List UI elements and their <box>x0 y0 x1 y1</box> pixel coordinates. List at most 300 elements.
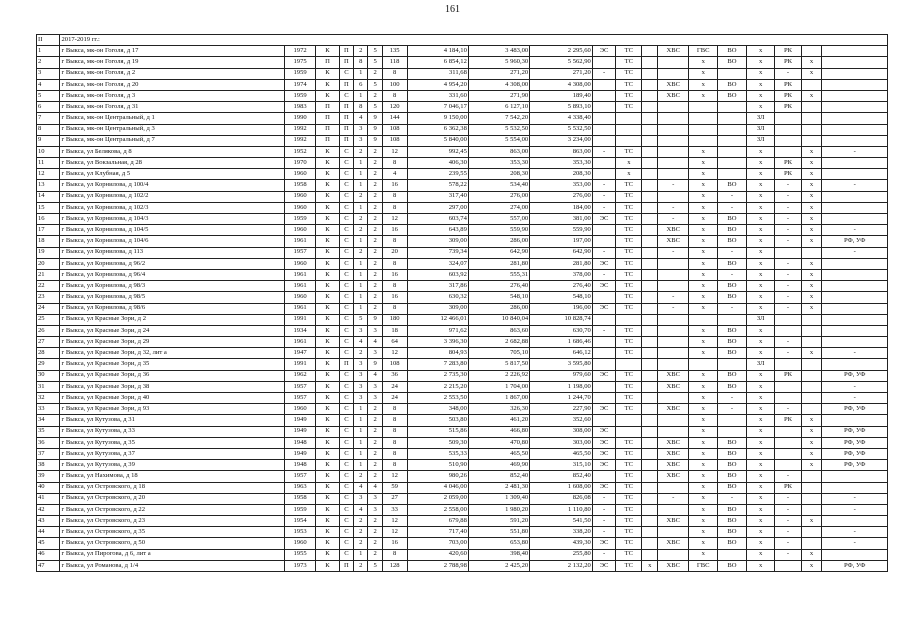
table-cell: 1959 <box>284 90 315 101</box>
table-cell: 1948 <box>284 437 315 448</box>
table-row <box>37 527 888 538</box>
table-cell: х <box>801 225 822 236</box>
table-cell: х <box>746 68 775 79</box>
table-cell: 852,40 <box>468 471 529 482</box>
table-cell: ТС <box>616 370 642 381</box>
table-row <box>37 57 888 68</box>
table-cell: ТС <box>616 214 642 225</box>
table-cell: 1962 <box>284 370 315 381</box>
table-cell: - <box>775 527 801 538</box>
table-cell: х <box>689 202 718 213</box>
table-cell: х <box>689 158 718 169</box>
table-cell: - <box>592 549 615 560</box>
table-cell <box>822 135 888 146</box>
table-cell: С <box>339 146 353 157</box>
table-cell: 189,40 <box>530 90 593 101</box>
table-cell: ЭС <box>592 46 615 57</box>
table-cell: 1952 <box>284 146 315 157</box>
table-cell: 35 <box>37 426 60 437</box>
table-cell: х <box>746 516 775 527</box>
table-cell: 8 <box>382 549 407 560</box>
table-cell <box>658 135 689 146</box>
table-cell: 378,00 <box>530 269 593 280</box>
table-cell <box>642 415 658 426</box>
table-cell: 18 <box>382 325 407 336</box>
table-cell: 8 <box>382 281 407 292</box>
table-row <box>37 158 888 169</box>
table-cell: 2 <box>354 225 368 236</box>
table-cell: 1 <box>354 415 368 426</box>
table-cell: РК <box>775 482 801 493</box>
table-cell: г Выкса, ул Красные Зори, д 29 <box>60 337 284 348</box>
table-cell: 8 <box>382 68 407 79</box>
table-cell: 863,00 <box>468 146 529 157</box>
table-cell: ЗЛ <box>746 135 775 146</box>
table-cell: С <box>339 236 353 247</box>
table-cell: П <box>339 560 353 571</box>
table-cell: 36 <box>37 437 60 448</box>
table-cell: 2 <box>368 426 382 437</box>
table-cell: 1960 <box>284 191 315 202</box>
table-row <box>37 113 888 124</box>
table-cell: С <box>339 269 353 280</box>
table-cell: С <box>339 314 353 325</box>
table-cell: 12 <box>37 169 60 180</box>
table-cell: 27 <box>37 337 60 348</box>
table-cell: 16 <box>382 538 407 549</box>
table-cell: - <box>775 269 801 280</box>
table-cell: - <box>822 493 888 504</box>
table-cell: С <box>339 325 353 336</box>
table-cell: 863,60 <box>468 325 529 336</box>
table-cell: 3 396,30 <box>407 337 468 348</box>
table-cell: 8 <box>382 202 407 213</box>
table-cell: С <box>339 180 353 191</box>
table-cell: ЗЛ <box>746 124 775 135</box>
table-cell: ЭС <box>592 214 615 225</box>
table-cell: - <box>775 202 801 213</box>
table-cell: 128 <box>382 560 407 571</box>
table-cell: 465,50 <box>468 448 529 459</box>
table-cell: г Выкса, мк-он Центральный, д 3 <box>60 124 284 135</box>
table-cell <box>822 325 888 336</box>
table-cell: 1960 <box>284 258 315 269</box>
table-cell: - <box>775 538 801 549</box>
table-cell: РФ, УФ <box>822 560 888 571</box>
table-cell: ВО <box>718 348 747 359</box>
table-cell: 64 <box>382 337 407 348</box>
table-cell <box>801 102 822 113</box>
table-row <box>37 303 888 314</box>
table-cell: 20 <box>37 258 60 269</box>
table-cell: ХВС <box>658 448 689 459</box>
table-cell <box>592 471 615 482</box>
table-cell: ВО <box>718 560 747 571</box>
table-cell: х <box>746 437 775 448</box>
page-number: 161 <box>445 4 460 15</box>
table-cell <box>592 236 615 247</box>
table-cell <box>822 158 888 169</box>
table-cell: 1955 <box>284 549 315 560</box>
table-cell: 12 <box>382 214 407 225</box>
table-cell <box>775 135 801 146</box>
table-cell: 2 <box>368 281 382 292</box>
table-cell: 40 <box>37 482 60 493</box>
table-cell: С <box>339 169 353 180</box>
table-cell: 534,40 <box>468 180 529 191</box>
table-cell: х <box>801 180 822 191</box>
table-cell <box>775 314 801 325</box>
table-cell: П <box>316 113 339 124</box>
table-cell: 515,86 <box>407 426 468 437</box>
table-cell: ВО <box>718 236 747 247</box>
table-cell: 338,20 <box>530 527 593 538</box>
table-cell: 4 <box>37 79 60 90</box>
table-cell: х <box>689 90 718 101</box>
table-cell: 1 <box>354 292 368 303</box>
table-cell: 45 <box>37 538 60 549</box>
table-cell: 16 <box>382 225 407 236</box>
table-cell: 33 <box>37 404 60 415</box>
table-cell: 271,20 <box>468 68 529 79</box>
table-cell <box>822 482 888 493</box>
table-cell <box>658 169 689 180</box>
table-cell: 2 <box>354 538 368 549</box>
table-cell: ТС <box>616 516 642 527</box>
table-cell: 1949 <box>284 415 315 426</box>
table-cell: х <box>801 236 822 247</box>
table-cell: г Выкса, ул Корнилова, д 98/5 <box>60 292 284 303</box>
table-cell: 25 <box>37 314 60 325</box>
table-cell <box>592 292 615 303</box>
table-cell: 2 <box>368 303 382 314</box>
table-cell: ТС <box>616 471 642 482</box>
table-cell: х <box>689 348 718 359</box>
table-cell: 1 <box>354 158 368 169</box>
table-cell: х <box>616 169 642 180</box>
table-cell: ВО <box>718 180 747 191</box>
table-cell <box>658 113 689 124</box>
table-cell: х <box>746 146 775 157</box>
table-cell: - <box>592 146 615 157</box>
table-cell <box>658 337 689 348</box>
table-cell: 1960 <box>284 225 315 236</box>
table-cell: х <box>689 415 718 426</box>
table-cell: К <box>316 370 339 381</box>
table-cell: П <box>339 57 353 68</box>
table-cell: 8 <box>382 236 407 247</box>
table-cell: 276,00 <box>530 191 593 202</box>
table-cell: х <box>801 516 822 527</box>
table-cell: 2 <box>368 247 382 258</box>
table-cell: 4 <box>368 482 382 493</box>
table-cell: 5 <box>368 560 382 571</box>
table-cell <box>801 482 822 493</box>
table-cell: х <box>689 437 718 448</box>
table-cell: х <box>689 281 718 292</box>
table-cell: 4 <box>354 113 368 124</box>
table-cell: 8 <box>382 90 407 101</box>
table-cell <box>822 124 888 135</box>
table-cell: К <box>316 169 339 180</box>
table-cell <box>642 57 658 68</box>
table-cell: ТС <box>616 236 642 247</box>
table-cell: 42 <box>37 504 60 515</box>
table-cell: г Выкса, ул Кутузова, д 39 <box>60 460 284 471</box>
table-cell: ВО <box>718 448 747 459</box>
table-cell: г Выкса, ул Корнилова, д 96/2 <box>60 258 284 269</box>
table-cell: х <box>689 370 718 381</box>
table-cell: К <box>316 471 339 482</box>
table-cell: 2 <box>354 146 368 157</box>
table-cell: С <box>339 493 353 504</box>
table-cell: ВО <box>718 437 747 448</box>
table-cell: х <box>746 527 775 538</box>
table-cell: ЭС <box>592 370 615 381</box>
table-cell: х <box>801 169 822 180</box>
table-cell: 1 867,00 <box>468 393 529 404</box>
table-cell: ХВС <box>658 225 689 236</box>
table-cell: - <box>775 516 801 527</box>
table-cell: 2 735,30 <box>407 370 468 381</box>
table-cell: 510,90 <box>407 460 468 471</box>
table-cell: х <box>746 381 775 392</box>
table-cell: г Выкса, ул Корнилова, д 96/4 <box>60 269 284 280</box>
table-cell: - <box>658 247 689 258</box>
table-cell: 2 <box>368 460 382 471</box>
table-cell: К <box>316 225 339 236</box>
table-cell: 13 <box>37 180 60 191</box>
table-cell: ТС <box>616 191 642 202</box>
table-cell: 303,00 <box>530 437 593 448</box>
table-cell <box>822 269 888 280</box>
table-cell: 381,00 <box>530 214 593 225</box>
table-cell <box>642 214 658 225</box>
table-cell: 8 <box>382 158 407 169</box>
table-cell: х <box>746 214 775 225</box>
table-cell: ВО <box>718 482 747 493</box>
table-cell: х <box>801 158 822 169</box>
table-cell: 1960 <box>284 538 315 549</box>
table-cell: ЗЛ <box>746 113 775 124</box>
table-cell <box>592 135 615 146</box>
table-cell: ЭС <box>592 560 615 571</box>
table-cell: 41 <box>37 493 60 504</box>
table-cell: С <box>339 191 353 202</box>
table-cell <box>642 516 658 527</box>
table-cell: - <box>822 538 888 549</box>
table-cell: 180 <box>382 314 407 325</box>
table-cell: 559,90 <box>530 225 593 236</box>
table-cell: ВО <box>718 225 747 236</box>
table-cell: х <box>801 191 822 202</box>
table-cell: х <box>746 102 775 113</box>
table-cell: 22 <box>37 281 60 292</box>
table-cell: 8 <box>382 426 407 437</box>
table-cell: 1959 <box>284 504 315 515</box>
table-cell: х <box>689 236 718 247</box>
table-cell: х <box>801 560 822 571</box>
table-cell: 5 <box>368 79 382 90</box>
table-cell: 1 <box>354 281 368 292</box>
table-cell: РФ, УФ <box>822 426 888 437</box>
table-cell: 20 <box>382 247 407 258</box>
table-cell: 2 <box>368 180 382 191</box>
table-cell: х <box>689 471 718 482</box>
table-cell <box>642 292 658 303</box>
table-row <box>37 90 888 101</box>
table-cell <box>592 102 615 113</box>
table-cell: ТС <box>616 68 642 79</box>
table-cell: К <box>316 538 339 549</box>
table-cell: 9 <box>368 359 382 370</box>
table-cell: 286,00 <box>468 303 529 314</box>
table-cell: 642,90 <box>530 247 593 258</box>
table-cell: 324,07 <box>407 258 468 269</box>
table-cell: ТС <box>616 482 642 493</box>
table-cell: г Выкса, мк-он Гоголя, д 19 <box>60 57 284 68</box>
table-cell: РК <box>775 79 801 90</box>
table-cell: 2 <box>354 191 368 202</box>
table-row <box>37 214 888 225</box>
table-row <box>37 393 888 404</box>
table-cell <box>658 146 689 157</box>
table-cell: 503,80 <box>407 415 468 426</box>
table-cell: - <box>775 68 801 79</box>
table-cell: х <box>689 214 718 225</box>
table-cell: г Выкса, ул Красные Зори, д 36 <box>60 370 284 381</box>
table-cell <box>616 426 642 437</box>
table-cell <box>642 102 658 113</box>
table-cell: 227,90 <box>530 404 593 415</box>
table-cell: 2 <box>368 549 382 560</box>
table-cell: х <box>689 404 718 415</box>
table-cell: 6 <box>354 79 368 90</box>
table-cell: 2 <box>354 247 368 258</box>
table-cell: х <box>746 370 775 381</box>
table-cell <box>801 135 822 146</box>
table-cell: ТС <box>616 393 642 404</box>
table-cell: К <box>316 202 339 213</box>
table-cell: ТС <box>616 560 642 571</box>
table-row <box>37 381 888 392</box>
table-cell: 461,20 <box>468 415 529 426</box>
table-cell: ТС <box>616 225 642 236</box>
table-cell: 326,30 <box>468 404 529 415</box>
table-cell: г Выкса, ул Кутузова, д 31 <box>60 415 284 426</box>
table-cell: 9 150,00 <box>407 113 468 124</box>
table-cell <box>658 314 689 325</box>
table-cell: - <box>718 404 747 415</box>
table-cell <box>616 124 642 135</box>
table-cell <box>718 359 747 370</box>
table-cell: г Выкса, ул Кутузова, д 37 <box>60 448 284 459</box>
table-cell: К <box>316 180 339 191</box>
table-cell: 1 <box>354 236 368 247</box>
table-cell: 551,80 <box>468 527 529 538</box>
table-cell: С <box>339 415 353 426</box>
table-cell: 992,45 <box>407 146 468 157</box>
table-cell: - <box>775 225 801 236</box>
table-cell: 2 <box>368 527 382 538</box>
table-cell: х <box>801 426 822 437</box>
table-cell: 7 283,80 <box>407 359 468 370</box>
table-cell: - <box>718 493 747 504</box>
table-cell: 255,80 <box>530 549 593 560</box>
table-cell <box>718 549 747 560</box>
table-cell: - <box>718 247 747 258</box>
table-cell: 1972 <box>284 46 315 57</box>
table-cell: ТС <box>616 303 642 314</box>
table-cell: г Выкса, ул Красные Зори, д 93 <box>60 404 284 415</box>
table-cell: х <box>746 493 775 504</box>
table-cell: 309,00 <box>407 303 468 314</box>
table-cell: 348,00 <box>407 404 468 415</box>
table-cell: х <box>801 258 822 269</box>
table-row <box>37 415 888 426</box>
table-row <box>37 471 888 482</box>
table-cell: х <box>746 158 775 169</box>
table-cell <box>718 124 747 135</box>
table-cell: ЭС <box>592 426 615 437</box>
table-cell <box>801 325 822 336</box>
table-cell <box>642 258 658 269</box>
table-cell <box>642 191 658 202</box>
table-cell: х <box>746 393 775 404</box>
table-cell: - <box>658 202 689 213</box>
table-cell: х <box>746 258 775 269</box>
table-cell <box>801 504 822 515</box>
table-cell: - <box>822 393 888 404</box>
table-cell: х <box>746 560 775 571</box>
table-cell: 2 <box>368 214 382 225</box>
table-cell: ТС <box>616 292 642 303</box>
table-cell: С <box>339 393 353 404</box>
table-cell: г Выкса, ул Островского, д 20 <box>60 493 284 504</box>
table-cell: 466,80 <box>468 426 529 437</box>
table-cell: РФ, УФ <box>822 460 888 471</box>
table-cell: 10 828,74 <box>530 314 593 325</box>
table-cell <box>616 314 642 325</box>
table-cell: 2 558,00 <box>407 504 468 515</box>
table-cell: 2 215,20 <box>407 381 468 392</box>
table-cell <box>801 247 822 258</box>
table-cell <box>689 124 718 135</box>
table-row <box>37 79 888 90</box>
table-cell: - <box>775 549 801 560</box>
table-cell <box>642 281 658 292</box>
table-cell: 8 <box>382 448 407 459</box>
table-cell <box>822 102 888 113</box>
table-cell: К <box>316 504 339 515</box>
table-cell <box>642 448 658 459</box>
table-cell: ХВС <box>658 560 689 571</box>
table-cell: 4 308,00 <box>468 79 529 90</box>
table-cell: 26 <box>37 325 60 336</box>
table-cell: РФ, УФ <box>822 448 888 459</box>
table-cell: 8 <box>354 102 368 113</box>
table-cell: 2 <box>368 404 382 415</box>
table-cell: г Выкса, ул Кутузова, д 33 <box>60 426 284 437</box>
table-cell: С <box>339 370 353 381</box>
table-cell: 2 <box>368 146 382 157</box>
table-cell: ТС <box>616 202 642 213</box>
table-cell: ВО <box>718 471 747 482</box>
table-cell: ЭС <box>592 404 615 415</box>
table-cell <box>658 102 689 113</box>
table-cell: 281,80 <box>530 258 593 269</box>
table-cell: ВО <box>718 90 747 101</box>
